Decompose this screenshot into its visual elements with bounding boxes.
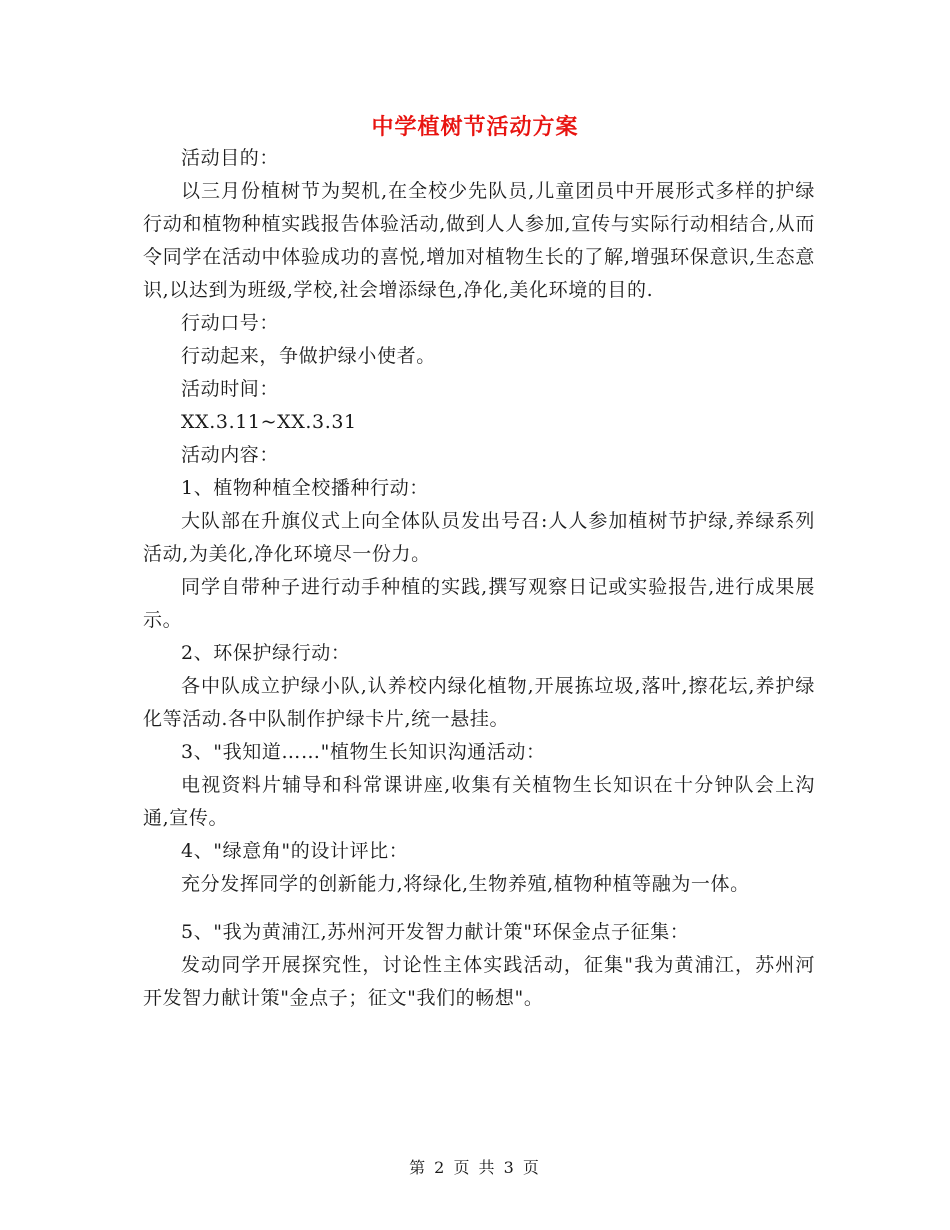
paragraph-item-1-text-b: 同学自带种子进行动手种植的实践,撰写观察日记或实验报告,进行成果展示。: [143, 576, 815, 631]
paragraph-item-2-text: 各中队成立护绿小队,认养校内绿化植物,开展拣垃圾,落叶,擦花坛,养护绿化等活动.各中队制作护绿卡片,统一悬挂。: [143, 675, 815, 730]
paragraph-item-1-text-a: 大队部在升旗仪式上向全体队员发出号召:人人参加植树节护绿,养绿系列活动,为美化,净化环境尽一份力。: [143, 510, 815, 565]
paragraph-slogan: 行动起来，争做护绿小使者。: [181, 345, 436, 367]
paragraph-item-5-text: 发动同学开展探究性，讨论性主体实践活动，征集"我为黄浦江，苏州河开发智力献计策"金点子；征文"我们的畅想"。: [143, 954, 815, 1009]
paragraph-item-3-heading: 3、"我知道……"植物生长知识沟通活动：: [181, 741, 546, 763]
paragraph-item-5-heading: 5、"我为黄浦江,苏州河开发智力献计策"环保金点子征集：: [181, 921, 690, 943]
paragraph-content-heading: 活动内容：: [181, 444, 280, 466]
paragraph-time-heading: 活动时间：: [181, 378, 280, 400]
paragraph-slogan-heading: 行动口号：: [181, 312, 280, 334]
paragraph-purpose-heading: 活动目的：: [181, 147, 280, 169]
paragraph-item-3-text: 电视资料片辅导和科常课讲座,收集有关植物生长知识在十分钟队会上沟通,宣传。: [143, 774, 815, 829]
paragraph-time: XX.3.11~XX.3.31: [181, 411, 357, 433]
document-body: [143, 142, 815, 1015]
paragraph-item-2-heading: 2、环保护绿行动：: [181, 642, 351, 664]
paragraph-item-1-heading: 1、植物种植全校播种行动：: [181, 477, 429, 499]
paragraph-item-4-heading: 4、"绿意角"的设计评比：: [181, 840, 409, 862]
paragraph-item-4-text: 充分发挥同学的创新能力,将绿化,生物养殖,植物种植等融为一体。: [181, 873, 750, 895]
paragraph-purpose: 以三月份植树节为契机,在全校少先队员,儿童团员中开展形式多样的护绿行动和植物种植实践报告体验活动,做到人人参加,宣传与实际行动相结合,从而令同学在活动中体验成功的喜悦,增加对植物生长的了解,增强环保意识,生态意识,以达到为班级,学校,社会增添绿色,净化,美化环境的目的.: [143, 180, 815, 301]
document-title: 中学植树节活动方案: [371, 114, 579, 140]
page-number-footer: 第 2 页 共 3 页: [409, 1158, 541, 1177]
